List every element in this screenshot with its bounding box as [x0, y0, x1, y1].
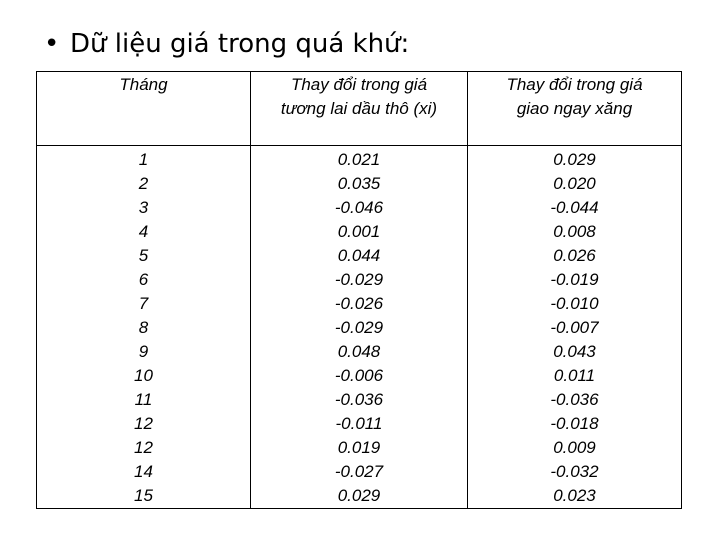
slide-title	[44, 26, 409, 62]
futures-change-value: 0.019	[337, 438, 381, 457]
spot-change-value: -0.036	[550, 390, 599, 409]
price-history-table	[36, 71, 682, 509]
month-value: 5	[138, 246, 149, 265]
month-value: 12	[134, 438, 153, 457]
futures-change-column	[251, 146, 468, 509]
futures-change-value: -0.029	[334, 318, 384, 337]
spot-change-value: 0.020	[553, 174, 596, 193]
futures-change-value: -0.029	[334, 270, 384, 289]
month-column	[37, 146, 251, 509]
month-value: 12	[134, 414, 153, 433]
bullet-icon: •	[44, 29, 60, 59]
header-futures-line-2: tương lai dầu thô (xi)	[280, 99, 438, 118]
header-spot-line-2: giao ngay xăng	[516, 99, 633, 118]
spot-change-value: 0.011	[553, 366, 596, 385]
header-spot-line-1: Thay đổi trong giá	[506, 75, 643, 94]
spot-change-column	[468, 146, 682, 509]
month-value: 7	[138, 294, 149, 313]
month-value: 4	[138, 222, 149, 241]
spot-change-value: -0.007	[550, 318, 599, 337]
spot-change-value: 0.023	[553, 486, 596, 505]
futures-change-value: -0.011	[335, 414, 383, 433]
month-value: 3	[138, 198, 149, 217]
futures-change-value: 0.035	[337, 174, 381, 193]
spot-change-value: 0.029	[553, 150, 596, 169]
futures-change-value: -0.006	[334, 366, 384, 385]
header-futures-line-1: Thay đổi trong giá	[290, 75, 428, 94]
month-value: 1	[138, 150, 149, 169]
month-value: 2	[138, 174, 149, 193]
spot-change-value: 0.043	[553, 342, 596, 361]
spot-change-value: -0.032	[550, 462, 599, 481]
slide-title-text: Dữ liệu giá trong quá khứ:	[70, 29, 410, 59]
table-body-row	[37, 146, 682, 509]
futures-change-value: 0.048	[337, 342, 381, 361]
futures-change-value: -0.027	[334, 462, 384, 481]
month-value: 8	[138, 318, 149, 337]
header-futures-change	[251, 72, 468, 146]
futures-change-value: 0.044	[337, 246, 381, 265]
futures-change-value: -0.036	[334, 390, 384, 409]
spot-change-value: -0.018	[550, 414, 599, 433]
month-value: 14	[134, 462, 153, 481]
month-value: 11	[134, 390, 153, 409]
futures-change-value: -0.046	[334, 198, 384, 217]
spot-change-value: 0.008	[553, 222, 596, 241]
spot-change-value: 0.026	[553, 246, 596, 265]
spot-change-value: 0.009	[553, 438, 596, 457]
spot-change-value: -0.044	[550, 198, 599, 217]
header-month	[37, 72, 251, 146]
month-value: 10	[134, 366, 153, 385]
spot-change-value: -0.019	[550, 270, 599, 289]
header-spot-change	[468, 72, 682, 146]
month-value: 9	[138, 342, 149, 361]
table-header-row	[37, 72, 682, 146]
month-value: 6	[138, 270, 149, 289]
month-value: 15	[134, 486, 153, 505]
futures-change-value: -0.026	[334, 294, 384, 313]
header-month-line: Tháng	[119, 75, 168, 94]
futures-change-value: 0.001	[337, 222, 381, 241]
spot-change-value: -0.010	[550, 294, 599, 313]
futures-change-value: 0.029	[337, 486, 381, 505]
futures-change-value: 0.021	[337, 150, 381, 169]
